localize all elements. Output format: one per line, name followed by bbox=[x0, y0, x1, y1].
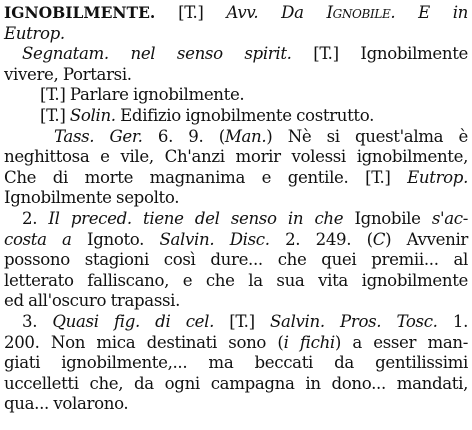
entry-text-segment: 1. bbox=[437, 311, 468, 331]
entry-text-segment: 2. 249. ( bbox=[269, 229, 373, 249]
entry-text-segment: ) Nè si quest'alma è bbox=[266, 126, 468, 146]
entry-text-segment: Ignobilmente sepolto. bbox=[4, 188, 180, 208]
entry-text-segment: Ignobile bbox=[343, 208, 432, 228]
entry-line bbox=[4, 188, 468, 209]
entry-text-segment: uccelletti che, da ogni campagna in dono... mandati, bbox=[4, 373, 468, 393]
entry-text-segment: Segnatam. nel senso spirit. bbox=[22, 44, 292, 64]
headword: IGNOBILMENTE. bbox=[4, 3, 156, 22]
entry-text-segment: Tass. Ger. bbox=[54, 126, 143, 146]
entry-text-segment: 6. 9. ( bbox=[142, 126, 225, 146]
entry-text-segment: [T.] bbox=[40, 105, 70, 125]
entry-text-segment: possono stagioni così dure... che quei premii... al bbox=[4, 250, 468, 270]
entry-line bbox=[4, 374, 468, 395]
entry-text-segment: C bbox=[372, 229, 386, 249]
entry-line bbox=[4, 333, 468, 354]
entry-text-segment: Avv. Da bbox=[226, 3, 327, 22]
entry-line bbox=[4, 127, 468, 148]
entry-text-segment: ) Avvenir bbox=[385, 229, 469, 249]
entry-text-segment: s'ac- bbox=[431, 208, 468, 228]
entry-text-segment: Salvin. Pros. Tosc. bbox=[270, 311, 438, 331]
entry-text-segment: [T.] Ignobilmente bbox=[291, 44, 469, 64]
entry-text-segment: 200. Non mica destinati sono ( bbox=[4, 332, 284, 352]
entry-line bbox=[4, 44, 468, 65]
entry-text-segment: [T.] bbox=[155, 3, 227, 22]
entry-line bbox=[4, 230, 468, 251]
entry-line bbox=[4, 209, 468, 230]
entry-text-segment: Edifizio ignobilmente costrutto. bbox=[115, 105, 375, 125]
entry-text-segment: neghittosa e vile, Ch'anzi morir volessi ignobilmente, bbox=[4, 147, 468, 167]
entry-text-segment: Eutrop. bbox=[4, 23, 65, 43]
entry-line bbox=[4, 312, 468, 333]
entry-line bbox=[4, 250, 468, 271]
entry-text-segment: 2. bbox=[22, 208, 49, 228]
entry-text-segment: [T.] bbox=[214, 311, 271, 331]
entry-text-segment: Ignobile bbox=[326, 3, 391, 22]
entry-line bbox=[4, 65, 468, 86]
entry-text-segment: giati ignobilmente,... ma beccati da gentilissimi bbox=[4, 353, 468, 373]
entry-text-segment: Man. bbox=[224, 126, 267, 146]
entry-line bbox=[4, 394, 468, 415]
entry-line bbox=[4, 147, 468, 168]
entry-line bbox=[4, 24, 468, 45]
entry-text-segment: ed all'oscuro trapassi. bbox=[4, 291, 181, 311]
entry-text-segment: Solin. bbox=[69, 105, 116, 125]
entry-text-segment: Quasi fig. di cel. bbox=[52, 311, 214, 331]
entry-text-segment: [T.] Parlare ignobilmente. bbox=[40, 85, 245, 105]
entry-text-segment: Il preced. tiene del senso in che bbox=[48, 208, 344, 228]
entry-text-segment: Ignoto. bbox=[71, 229, 160, 249]
entry-text-segment: Salvin. Disc. bbox=[159, 229, 270, 249]
dictionary-entry bbox=[4, 3, 468, 415]
entry-text-segment: letterato falliscano, e che la sua vita ignobilmente bbox=[4, 270, 468, 290]
entry-text-segment: qua... volarono. bbox=[4, 394, 129, 414]
entry-line bbox=[4, 85, 468, 106]
entry-text-segment: i fichi bbox=[283, 332, 335, 352]
entry-text-segment: . E in bbox=[390, 3, 468, 22]
entry-text-segment: Eutrop. bbox=[407, 167, 468, 187]
entry-line bbox=[4, 3, 468, 24]
entry-line bbox=[4, 168, 468, 189]
entry-text-segment: costa a bbox=[4, 229, 72, 249]
entry-line bbox=[4, 353, 468, 374]
entry-text-segment: 3. bbox=[22, 311, 53, 331]
entry-line bbox=[4, 291, 468, 312]
entry-line bbox=[4, 106, 468, 127]
entry-text-segment: ) a esser man- bbox=[334, 332, 468, 352]
entry-text-segment: vivere, Portarsi. bbox=[4, 64, 132, 84]
entry-text-segment: Che di morte magnanima e gentile. [T.] bbox=[4, 167, 408, 187]
entry-line bbox=[4, 271, 468, 292]
